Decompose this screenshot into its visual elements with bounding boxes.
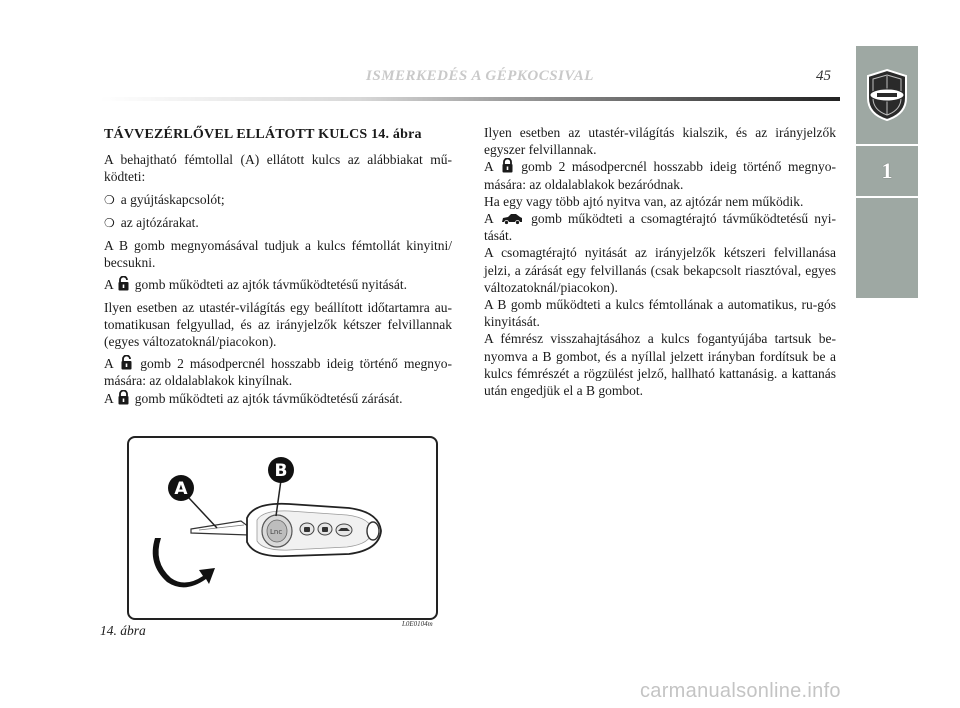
chapter-number: 1 — [881, 158, 893, 183]
left-column — [104, 126, 452, 407]
watermark: carmanualsonline.info — [640, 680, 841, 702]
hold-open-prefix: A — [104, 356, 114, 372]
bullet-ignition: ❍ a gyújtáskapcsolót; — [104, 191, 452, 209]
trunk-paragraph — [484, 210, 836, 244]
sidebar-logo-box — [856, 46, 918, 146]
door-open-paragraph: Ha egy vagy több ajtó nyitva van, az ajtózár nem működik. — [484, 193, 804, 209]
lancia-logo-icon — [864, 68, 910, 122]
chapter-box — [856, 146, 918, 198]
header-rule — [100, 97, 840, 101]
figure-code: L0E0104m — [402, 620, 433, 628]
chapter-sidebar — [856, 46, 918, 298]
lights-off-paragraph: Ilyen esetben az utastér-világítás kialszik, és az irányjelzők egyszer felvillannak. — [484, 125, 836, 158]
hold-close-paragraph — [484, 158, 836, 192]
intro-paragraph: A behajtható fémtollal (A) ellátott kulcs az alábbiakat mű-ködteti: — [104, 152, 452, 185]
bullet-door-locks: ❍ az ajtózárakat. — [104, 214, 452, 232]
padlock-open-icon — [118, 276, 129, 291]
lock-text: gomb működteti az ajtók távműködtetésű zárását. — [134, 390, 403, 406]
lock-prefix: A — [104, 390, 114, 406]
hold-close-prefix: A — [484, 159, 494, 175]
section-title: TÁVVEZÉRLŐVEL ELLÁTOTT KULCS 14. ábra — [104, 127, 422, 142]
remote-key-illustration — [129, 438, 436, 618]
b-button-paragraph: A B gomb megnyomásával tudjuk a kulcs fémtollát kinyitni/ becsukni. — [104, 238, 452, 271]
lights-paragraph: Ilyen esetben az utastér-világítás egy beállított időtartamra au-tomatikusan felgyullad, és az irányjelzők kétszer felvillannak (egyes változatoknál/piacokon). — [104, 299, 452, 350]
hold-close-text: gomb 2 másodpercnél hosszabb ideig történő megnyo-mására: az oldalablakok bezáródnak. — [484, 159, 837, 192]
trunk-signal-paragraph: A csomagtérajtó nyitását az irányjelzők kétszeri felvillanása jelzi, a zárását egy felvillanás (csak bekapcsolt riasztóval, egyes változatoknál/piacokon). — [484, 245, 836, 295]
unlock-paragraph — [104, 276, 452, 293]
padlock-open-icon — [121, 355, 132, 370]
car-trunk-icon — [501, 213, 523, 225]
page-number: 45 — [816, 68, 831, 84]
unlock-text: gomb működteti az ajtók távműködtetésű nyitását. — [134, 277, 407, 293]
key-figure — [127, 436, 438, 620]
button-b-glyph: Lnc — [270, 528, 283, 536]
unlock-prefix: A — [104, 277, 114, 293]
lock-paragraph — [104, 390, 452, 407]
rotation-arrow-icon — [153, 538, 215, 587]
b-auto-paragraph: A B gomb működteti a kulcs fémtollának a automatikus, ru-gós kinyitását. — [484, 297, 836, 330]
right-column — [484, 124, 836, 399]
label-b: B — [274, 461, 288, 481]
padlock-closed-icon — [502, 158, 513, 173]
fold-back-paragraph: A fémrész visszahajtásához a kulcs fogantyújába tartsuk be-nyomva a B gombot, és a nyíllal jelzett irányban fordítsuk be a kulcs fémrészét a rögzülést jelző, hallható kattanásig. a kattanás után engedjük el a B gombot. — [484, 331, 836, 399]
label-a: A — [174, 479, 188, 499]
header-title: ISMERKEDÉS A GÉPKOCSIVAL — [366, 68, 594, 84]
hold-open-paragraph — [104, 355, 452, 389]
hold-open-text: gomb 2 másodpercnél hosszabb ideig történő megnyo-mására: az oldalablakok kinyílnak. — [104, 356, 453, 389]
trunk-prefix: A — [484, 211, 494, 227]
figure-caption: 14. ábra — [100, 623, 146, 638]
padlock-closed-icon — [118, 390, 129, 405]
trunk-text: gomb működteti a csomagtérajtó távműködtetésű nyi-tását. — [484, 211, 836, 244]
